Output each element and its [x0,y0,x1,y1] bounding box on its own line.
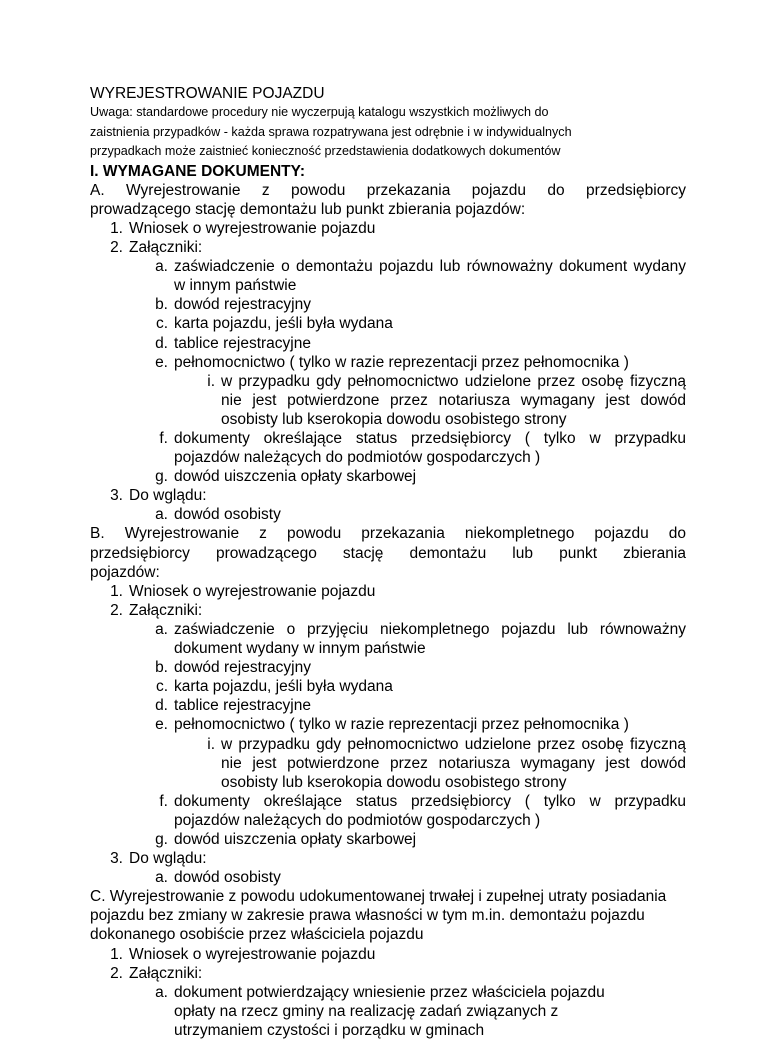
section-heading: I. WYMAGANE DOKUMENTY: [90,162,305,180]
list-item [149,868,686,887]
list-letter: b. [155,659,168,677]
list-item [149,467,686,486]
list-letter: d. [155,697,168,715]
list-letter: g. [155,468,168,486]
list-item [102,238,686,257]
list-text: zaświadczenie o przyjęciu niekompletnego pojazdu lub równoważny dokument wydany w innym państwie [174,620,686,658]
notice-line: zaistnienia przypadków - każda sprawa rozpatrywana jest odrębnie i w indywidualnych [90,124,572,139]
list-letter: d. [155,334,168,352]
section-c-intro: C. Wyrejestrowanie z powodu udokumentowanej trwałej i zupełnej utraty posiadania [90,888,667,906]
list-number: 1. [110,945,123,963]
list-letter: f. [159,792,168,810]
list-item [149,505,686,524]
section-b-intro: pojazdów: [90,563,160,581]
list-text: w przypadku gdy pełnomocnictwo udzielone przez osobę fizyczną nie jest potwierdzone przez notariusza wymagany jest dowód osobisty lub kserokopia dowodu osobistego strony [221,735,686,791]
list-number: 1. [110,219,123,237]
list-text: dokumenty określające status przedsiębiorcy ( tylko w przypadku pojazdów należących do podmiotów gospodarczych ) [174,792,686,829]
section-b-intro: przedsiębiorcy prowadzącego stację demontażu lub punkt zbierania [90,544,686,562]
list-letter: b. [155,296,168,314]
list-item [149,830,686,849]
list-number: 1. [110,582,123,600]
list-letter: a. [155,506,168,524]
notice [90,103,686,162]
list-roman: i. [207,372,215,390]
list-item [196,372,686,429]
list-text: w przypadku gdy pełnomocnictwo udzielone przez osobę fizyczną nie jest potwierdzone przez notariusza wymagany jest dowód osobisty lub kserokopia dowodu osobistego strony [221,372,686,428]
list-text: dokumenty określające status przedsiębiorcy ( tylko w przypadku pojazdów należących do podmiotów gospodarczych ) [174,430,686,467]
list-item [149,295,686,314]
list-text: Wniosek o wyrejestrowanie pojazdu [129,582,376,600]
list-item [149,983,686,1040]
list-text: Wniosek o wyrejestrowanie pojazdu [129,945,376,963]
list-letter: e. [155,353,168,371]
list-item [149,429,686,467]
list-letter: a. [155,869,168,887]
list-item [196,735,686,792]
section-a-intro: A. Wyrejestrowanie z powodu przekazania pojazdu do przedsiębiorcy [90,181,686,199]
list-item [149,677,686,696]
list-item [102,849,686,868]
list-number: 2. [110,964,123,982]
list-text: dowód osobisty [174,869,281,887]
section-c [90,887,686,1040]
list-text: karta pojazdu, jeśli była wydana [174,315,393,333]
list-text: dowód rejestracyjny [174,296,311,314]
list-number: 3. [110,487,123,505]
list-letter: c. [155,678,168,696]
list-text: Załączniki: [129,964,203,982]
notice-line: Uwaga: standardowe procedury nie wyczerpują katalogu wszystkich możliwych do [90,105,549,119]
list-number: 2. [110,239,123,257]
list-item [102,582,686,601]
list-text: Załączniki: [129,239,203,257]
list-text: Do wglądu: [129,487,207,505]
list-item [149,715,686,734]
section-b [90,524,686,887]
document-page [90,84,686,1040]
list-text: Załączniki: [129,601,203,619]
list-text: dowód rejestracyjny [174,659,311,677]
list-text: tablice rejestracyjne [174,697,311,715]
section-b-intro: B. Wyrejestrowanie z powodu przekazania niekompletnego pojazdu do [90,525,686,543]
list-item [149,658,686,677]
list-text: karta pojazdu, jeśli była wydana [174,678,393,696]
section-a-intro: prowadzącego stację demontażu lub punkt zbierania pojazdów: [90,200,526,218]
document-title: WYREJESTROWANIE POJAZDU [90,85,325,102]
list-text: pełnomocnictwo ( tylko w razie reprezentacji przez pełnomocnika ) [174,353,629,371]
list-letter: e. [155,716,168,734]
list-item [149,792,686,830]
list-item [149,696,686,715]
section-a [90,181,686,525]
list-letter: f. [159,430,168,447]
section-c-intro: dokonanego osobiście przez właściciela pojazdu [90,926,424,944]
list-number: 3. [110,850,123,868]
list-text: dowód osobisty [174,506,281,524]
list-text: zaświadczenie o demontażu pojazdu lub równoważny dokument wydany w innym państwie [174,258,686,295]
list-text: Do wglądu: [129,850,207,868]
list-text: Wniosek o wyrejestrowanie pojazdu [129,219,376,237]
list-item [149,314,686,333]
list-text: tablice rejestracyjne [174,334,311,352]
list-text: pełnomocnictwo ( tylko w razie reprezentacji przez pełnomocnika ) [174,716,629,734]
list-letter: c. [155,315,168,333]
list-item [149,257,686,295]
list-letter: g. [155,830,168,848]
list-text: dokument potwierdzający wniesienie przez właściciela pojazdu opłaty na rzecz gminy na realizację zadań związanych z utrzymaniem czystości i porządku w gminach [174,983,605,1039]
list-text: dowód uiszczenia opłaty skarbowej [174,830,417,848]
section-c-intro: pojazdu bez zmiany w zakresie prawa własności w tym m.in. demontażu pojazdu [90,907,645,925]
list-letter: a. [155,620,168,638]
list-item [102,219,686,238]
list-item [102,964,686,983]
list-letter: a. [155,983,168,1001]
list-number: 2. [110,601,123,619]
list-item [149,334,686,353]
list-item [102,601,686,620]
list-item [102,945,686,964]
list-letter: a. [155,258,168,276]
notice-line: przypadkach może zaistnieć konieczność przedstawienia dodatkowych dokumentów [90,144,561,159]
list-item [102,486,686,505]
list-item [149,353,686,372]
list-text: dowód uiszczenia opłaty skarbowej [174,468,417,486]
list-roman: i. [207,735,215,753]
list-item [149,620,686,658]
